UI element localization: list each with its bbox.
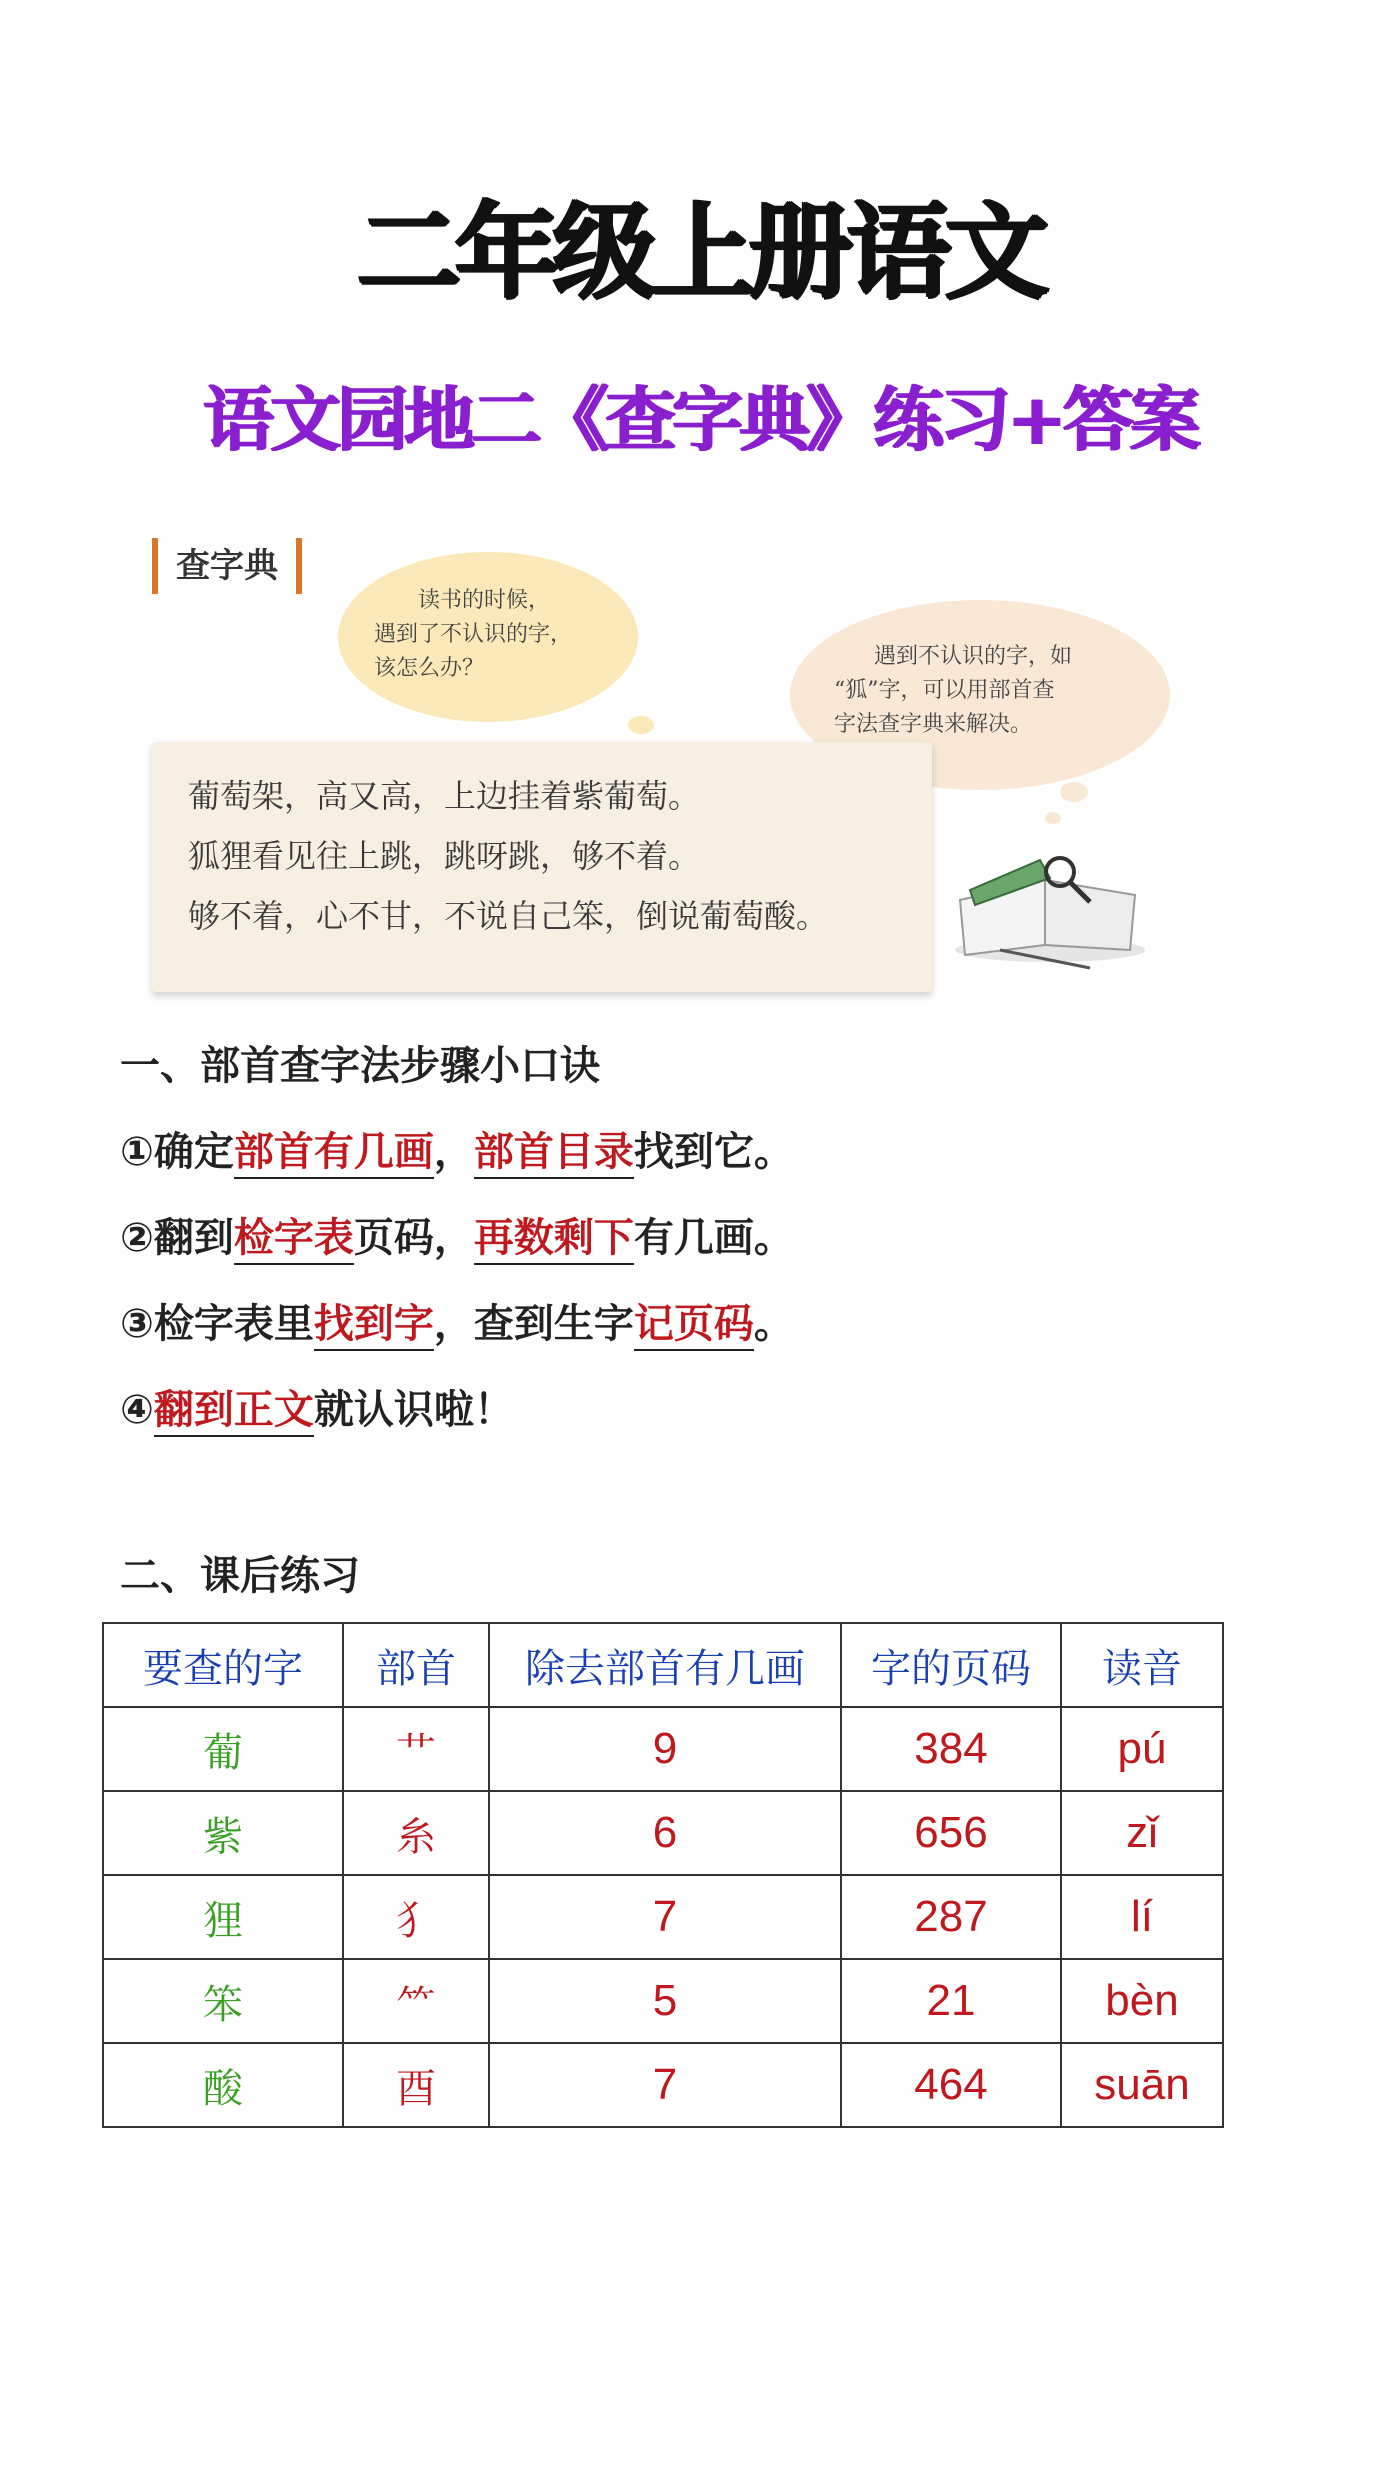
step-text: 找到它。 — [633, 1129, 794, 1175]
table-cell: suān — [1061, 2043, 1223, 2127]
table-cell: 7 — [489, 1875, 841, 1959]
table-cell: 狸 — [103, 1875, 343, 1959]
table-row — [103, 2043, 1223, 2127]
step-answer: 部首目录 — [474, 1129, 634, 1179]
poem-line: 葡萄架，高又高，上边挂着紫葡萄。 — [188, 777, 701, 815]
step-text: ①确定 — [120, 1129, 234, 1175]
column-header: 部首 — [343, 1623, 489, 1707]
poem-line: 狐狸看见往上跳，跳呀跳，够不着。 — [188, 837, 701, 875]
textbook-illustration — [140, 520, 1200, 1010]
column-header: 字的页码 — [841, 1623, 1061, 1707]
bubble-line: 该怎么办？ — [374, 656, 485, 681]
step-1 — [120, 1129, 794, 1175]
step-2 — [120, 1215, 794, 1261]
table-cell: 葡 — [103, 1707, 343, 1791]
open-book-icon — [940, 820, 1150, 970]
step-text: 有几画。 — [633, 1215, 794, 1261]
table-cell: pú — [1061, 1707, 1223, 1791]
table-cell: 464 — [841, 2043, 1061, 2127]
table-cell: 酉 — [343, 2043, 489, 2127]
table-cell: lí — [1061, 1875, 1223, 1959]
step-text: ，查到生字 — [433, 1301, 634, 1347]
bubble-line: “狐”字，可以用部首查 — [834, 678, 1055, 703]
speech-bubble-question — [338, 552, 638, 722]
step-4 — [120, 1387, 514, 1433]
bubble-dot — [1060, 782, 1088, 802]
bubble-line: 字法查字典来解决。 — [834, 712, 1033, 737]
column-header: 要查的字 — [103, 1623, 343, 1707]
table-cell: 犭 — [343, 1875, 489, 1959]
table-cell: 笨 — [103, 1959, 343, 2043]
illustration-tag: 查字典 — [152, 538, 302, 594]
poem-paper — [152, 742, 932, 992]
table-cell: 7 — [489, 2043, 841, 2127]
table-cell: 9 — [489, 1707, 841, 1791]
step-text: ， — [433, 1129, 474, 1175]
table-cell: bèn — [1061, 1959, 1223, 2043]
table-cell: 糸 — [343, 1791, 489, 1875]
step-answer: 部首有几画 — [234, 1129, 434, 1179]
bubble-line: 遇到了不认识的字， — [374, 622, 573, 647]
table-row — [103, 1791, 1223, 1875]
step-text: ②翻到 — [120, 1215, 234, 1261]
step-text: 页码， — [353, 1215, 474, 1261]
step-3 — [120, 1301, 794, 1347]
table-cell: ⺮ — [343, 1959, 489, 2043]
section1-heading: 一、部首查字法步骤小口诀 — [120, 1043, 600, 1089]
bubble-dot — [628, 716, 654, 734]
table-cell: 21 — [841, 1959, 1061, 2043]
table-row — [103, 1707, 1223, 1791]
bubble-line: 遇到不认识的字，如 — [874, 644, 1073, 669]
step-answer: 再数剩下 — [474, 1215, 634, 1265]
sub-title: 语文园地二《查字典》练习+答案 — [203, 379, 1197, 461]
table-cell: 287 — [841, 1875, 1061, 1959]
practice-table — [102, 1622, 1224, 2128]
section2-heading: 二、课后练习 — [120, 1553, 360, 1599]
step-answer: 检字表 — [234, 1215, 354, 1265]
step-text: 。 — [753, 1301, 794, 1347]
column-header: 除去部首有几画 — [489, 1623, 841, 1707]
step-answer: 找到字 — [314, 1301, 434, 1351]
table-cell: 艹 — [343, 1707, 489, 1791]
table-cell: 5 — [489, 1959, 841, 2043]
table-cell: 紫 — [103, 1791, 343, 1875]
table-header-row — [103, 1623, 1223, 1707]
step-answer: 记页码 — [634, 1301, 754, 1351]
table-cell: 6 — [489, 1791, 841, 1875]
poem-line: 够不着，心不甘，不说自己笨，倒说葡萄酸。 — [188, 897, 829, 935]
table-cell: 酸 — [103, 2043, 343, 2127]
table-cell: 384 — [841, 1707, 1061, 1791]
table-row — [103, 1959, 1223, 2043]
main-title: 二年级上册语文 — [356, 191, 1043, 313]
bubble-line: 读书的时候， — [418, 588, 551, 613]
column-header: 读音 — [1061, 1623, 1223, 1707]
step-text: ③检字表里 — [120, 1301, 314, 1347]
table-cell: zǐ — [1061, 1791, 1223, 1875]
step-text: ④ — [120, 1387, 154, 1433]
step-answer: 翻到正文 — [154, 1387, 314, 1437]
table-cell: 656 — [841, 1791, 1061, 1875]
step-text: 就认识啦！ — [313, 1387, 514, 1433]
table-row — [103, 1875, 1223, 1959]
